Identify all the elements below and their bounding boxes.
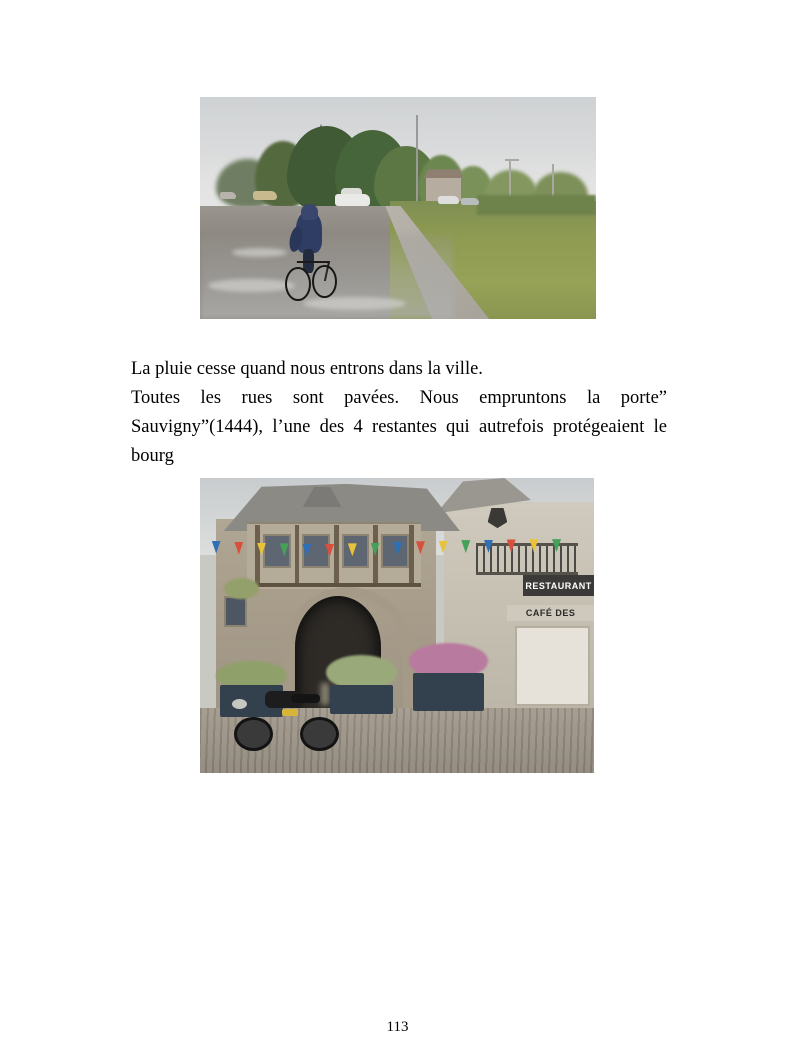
restaurant-sign: RESTAURANT: [523, 575, 594, 596]
window: [224, 596, 248, 627]
parked-car: [220, 192, 236, 199]
shop-front-window: [515, 626, 590, 707]
hedge: [477, 195, 596, 215]
body-text: [131, 355, 667, 471]
figure-medieval-gateway: [200, 478, 594, 773]
bunting-garland: [208, 537, 586, 572]
bunting-flag: [507, 539, 516, 552]
bunting-flag: [461, 540, 470, 553]
archway-scene: [200, 478, 594, 773]
bicycle-wheel: [312, 265, 336, 298]
bunting-flag: [416, 541, 425, 554]
bunting-flag: [484, 540, 493, 553]
figure-cyclist-in-rain: [200, 97, 596, 319]
parked-car: [438, 196, 460, 204]
parked-car: [461, 198, 479, 205]
bunting-flag: [439, 541, 448, 554]
parked-car: [253, 191, 277, 200]
paragraph-2: Toutes les rues sont pavées. Nous empruntons la porte” Sauvigny”(1444), l’une des 4 restantes qui autrefois protégeaient le bourg: [131, 388, 667, 466]
page-number: 113: [386, 1019, 409, 1035]
cyclist-scene: [200, 97, 596, 319]
bunting-flag: [529, 539, 538, 552]
lamp-post: [416, 115, 418, 213]
motorcycle-pannier: [282, 709, 297, 715]
paragraph-1: La pluie cesse quand nous entrons dans la ville.: [131, 359, 483, 379]
white-car: [335, 194, 371, 206]
bunting-flag: [302, 544, 311, 557]
motorcycle-wheel: [300, 717, 339, 752]
motorcycle-wheel: [234, 717, 273, 752]
bicycle-wheel: [285, 267, 310, 301]
street-light-arm: [505, 159, 519, 161]
bunting-flag: [348, 543, 357, 556]
bunting-flag: [212, 541, 221, 554]
flower-box: [224, 578, 259, 599]
cyclist-hood: [301, 204, 319, 220]
bunting-flag: [393, 542, 402, 555]
motorcycle: [232, 685, 342, 750]
bunting-flag: [257, 543, 266, 556]
motorcycle-seat: [291, 694, 320, 703]
planter-box: [413, 673, 484, 711]
cyclist: [279, 204, 338, 304]
bunting-flag: [280, 543, 289, 556]
bunting-flag: [325, 544, 334, 557]
timber-beam: [247, 583, 420, 588]
cafe-sign: CAFÉ DES: [507, 605, 594, 621]
bunting-flag: [552, 539, 561, 552]
bunting-flag: [234, 542, 243, 555]
motorcycle-headlight: [232, 699, 247, 709]
bunting-flag: [371, 543, 380, 556]
